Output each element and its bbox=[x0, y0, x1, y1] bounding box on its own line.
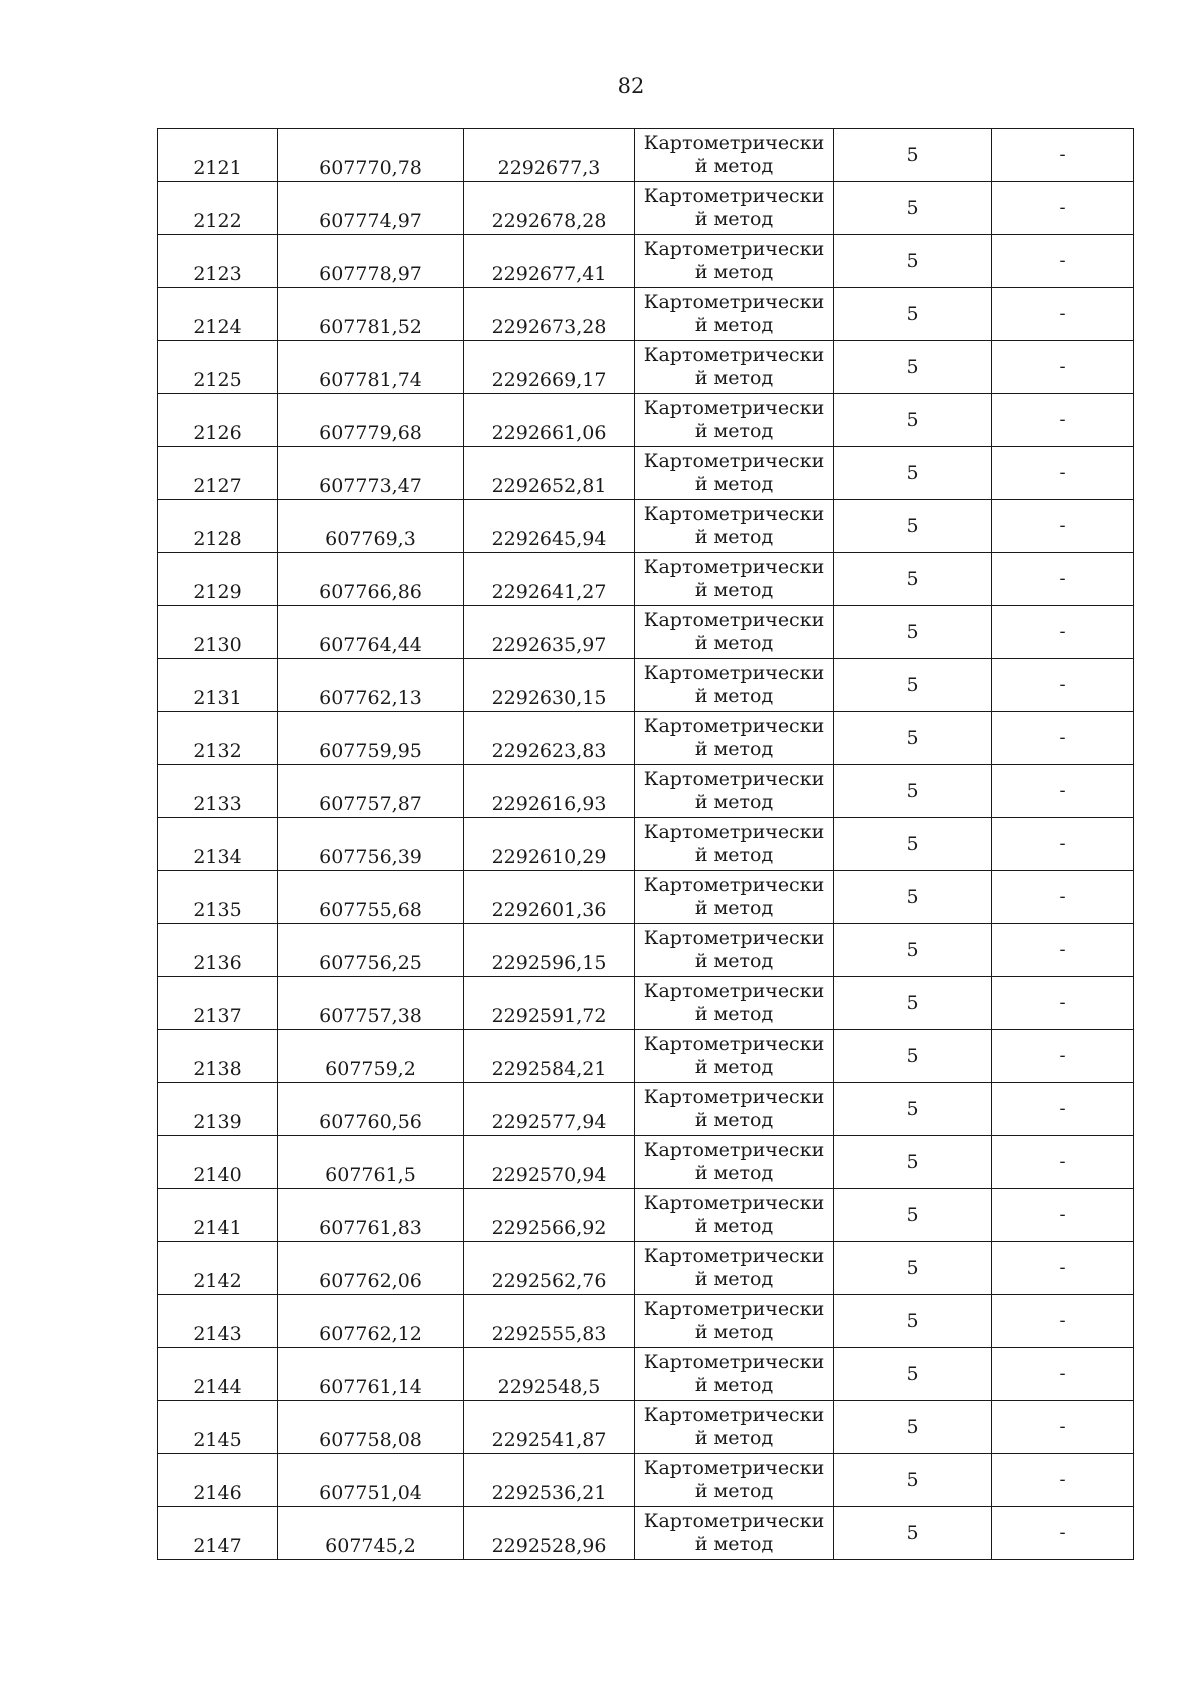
point-number-cell: 2135 bbox=[158, 871, 278, 924]
note-cell: - bbox=[992, 871, 1134, 924]
page-number: 82 bbox=[617, 74, 645, 98]
point-number-cell: 2130 bbox=[158, 606, 278, 659]
method-cell: Картометрически й метод bbox=[635, 341, 834, 394]
note-cell: - bbox=[992, 341, 1134, 394]
accuracy-cell: 5 bbox=[834, 1136, 992, 1189]
y-coordinate-cell: 2292601,36 bbox=[464, 871, 635, 924]
point-number-cell: 2125 bbox=[158, 341, 278, 394]
x-coordinate-cell: 607781,52 bbox=[278, 288, 464, 341]
x-coordinate-cell: 607757,38 bbox=[278, 977, 464, 1030]
x-coordinate-cell: 607758,08 bbox=[278, 1401, 464, 1454]
note-cell: - bbox=[992, 1242, 1134, 1295]
x-coordinate-cell: 607759,2 bbox=[278, 1030, 464, 1083]
method-cell: Картометрически й метод bbox=[635, 1348, 834, 1401]
point-number-cell: 2126 bbox=[158, 394, 278, 447]
table-row bbox=[158, 182, 1134, 235]
note-cell: - bbox=[992, 553, 1134, 606]
table-row bbox=[158, 500, 1134, 553]
point-number-cell: 2122 bbox=[158, 182, 278, 235]
table-row bbox=[158, 1189, 1134, 1242]
point-number-cell: 2123 bbox=[158, 235, 278, 288]
accuracy-cell: 5 bbox=[834, 1401, 992, 1454]
method-cell: Картометрически й метод bbox=[635, 1401, 834, 1454]
method-cell: Картометрически й метод bbox=[635, 500, 834, 553]
accuracy-cell: 5 bbox=[834, 606, 992, 659]
note-cell: - bbox=[992, 1295, 1134, 1348]
table-row bbox=[158, 977, 1134, 1030]
method-cell: Картометрически й метод bbox=[635, 394, 834, 447]
y-coordinate-cell: 2292645,94 bbox=[464, 500, 635, 553]
x-coordinate-cell: 607745,2 bbox=[278, 1507, 464, 1560]
method-cell: Картометрически й метод bbox=[635, 871, 834, 924]
method-cell: Картометрически й метод bbox=[635, 553, 834, 606]
table-row bbox=[158, 712, 1134, 765]
note-cell: - bbox=[992, 1507, 1134, 1560]
y-coordinate-cell: 2292566,92 bbox=[464, 1189, 635, 1242]
table-row bbox=[158, 871, 1134, 924]
point-number-cell: 2136 bbox=[158, 924, 278, 977]
accuracy-cell: 5 bbox=[834, 182, 992, 235]
point-number-cell: 2139 bbox=[158, 1083, 278, 1136]
y-coordinate-cell: 2292577,94 bbox=[464, 1083, 635, 1136]
method-cell: Картометрически й метод bbox=[635, 1242, 834, 1295]
y-coordinate-cell: 2292570,94 bbox=[464, 1136, 635, 1189]
table-row bbox=[158, 1348, 1134, 1401]
y-coordinate-cell: 2292555,83 bbox=[464, 1295, 635, 1348]
x-coordinate-cell: 607761,83 bbox=[278, 1189, 464, 1242]
coordinates-table-body bbox=[158, 129, 1134, 1560]
table-row bbox=[158, 659, 1134, 712]
table-row bbox=[158, 606, 1134, 659]
note-cell: - bbox=[992, 182, 1134, 235]
point-number-cell: 2124 bbox=[158, 288, 278, 341]
method-cell: Картометрически й метод bbox=[635, 129, 834, 182]
y-coordinate-cell: 2292548,5 bbox=[464, 1348, 635, 1401]
x-coordinate-cell: 607761,5 bbox=[278, 1136, 464, 1189]
y-coordinate-cell: 2292641,27 bbox=[464, 553, 635, 606]
point-number-cell: 2129 bbox=[158, 553, 278, 606]
table-row bbox=[158, 1083, 1134, 1136]
method-cell: Картометрически й метод bbox=[635, 924, 834, 977]
table-row bbox=[158, 1295, 1134, 1348]
note-cell: - bbox=[992, 1454, 1134, 1507]
note-cell: - bbox=[992, 1136, 1134, 1189]
table-row bbox=[158, 235, 1134, 288]
method-cell: Картометрически й метод bbox=[635, 1189, 834, 1242]
point-number-cell: 2133 bbox=[158, 765, 278, 818]
point-number-cell: 2132 bbox=[158, 712, 278, 765]
y-coordinate-cell: 2292652,81 bbox=[464, 447, 635, 500]
table-row bbox=[158, 129, 1134, 182]
table-row bbox=[158, 1136, 1134, 1189]
y-coordinate-cell: 2292591,72 bbox=[464, 977, 635, 1030]
point-number-cell: 2137 bbox=[158, 977, 278, 1030]
note-cell: - bbox=[992, 235, 1134, 288]
note-cell: - bbox=[992, 818, 1134, 871]
method-cell: Картометрически й метод bbox=[635, 712, 834, 765]
note-cell: - bbox=[992, 288, 1134, 341]
y-coordinate-cell: 2292596,15 bbox=[464, 924, 635, 977]
point-number-cell: 2121 bbox=[158, 129, 278, 182]
accuracy-cell: 5 bbox=[834, 1030, 992, 1083]
x-coordinate-cell: 607759,95 bbox=[278, 712, 464, 765]
note-cell: - bbox=[992, 1348, 1134, 1401]
table-row bbox=[158, 341, 1134, 394]
x-coordinate-cell: 607757,87 bbox=[278, 765, 464, 818]
method-cell: Картометрически й метод bbox=[635, 977, 834, 1030]
y-coordinate-cell: 2292528,96 bbox=[464, 1507, 635, 1560]
table-row bbox=[158, 924, 1134, 977]
accuracy-cell: 5 bbox=[834, 1295, 992, 1348]
y-coordinate-cell: 2292610,29 bbox=[464, 818, 635, 871]
y-coordinate-cell: 2292584,21 bbox=[464, 1030, 635, 1083]
table-row bbox=[158, 1242, 1134, 1295]
accuracy-cell: 5 bbox=[834, 1242, 992, 1295]
x-coordinate-cell: 607781,74 bbox=[278, 341, 464, 394]
accuracy-cell: 5 bbox=[834, 288, 992, 341]
method-cell: Картометрически й метод bbox=[635, 447, 834, 500]
method-cell: Картометрически й метод bbox=[635, 182, 834, 235]
table-row bbox=[158, 553, 1134, 606]
note-cell: - bbox=[992, 447, 1134, 500]
accuracy-cell: 5 bbox=[834, 712, 992, 765]
table-row bbox=[158, 765, 1134, 818]
method-cell: Картометрически й метод bbox=[635, 659, 834, 712]
point-number-cell: 2141 bbox=[158, 1189, 278, 1242]
point-number-cell: 2146 bbox=[158, 1454, 278, 1507]
table-row bbox=[158, 288, 1134, 341]
y-coordinate-cell: 2292623,83 bbox=[464, 712, 635, 765]
accuracy-cell: 5 bbox=[834, 818, 992, 871]
point-number-cell: 2142 bbox=[158, 1242, 278, 1295]
point-number-cell: 2131 bbox=[158, 659, 278, 712]
method-cell: Картометрически й метод bbox=[635, 1136, 834, 1189]
x-coordinate-cell: 607769,3 bbox=[278, 500, 464, 553]
note-cell: - bbox=[992, 1030, 1134, 1083]
accuracy-cell: 5 bbox=[834, 1507, 992, 1560]
x-coordinate-cell: 607778,97 bbox=[278, 235, 464, 288]
accuracy-cell: 5 bbox=[834, 659, 992, 712]
accuracy-cell: 5 bbox=[834, 447, 992, 500]
note-cell: - bbox=[992, 977, 1134, 1030]
accuracy-cell: 5 bbox=[834, 1348, 992, 1401]
table-row bbox=[158, 1401, 1134, 1454]
method-cell: Картометрически й метод bbox=[635, 1295, 834, 1348]
accuracy-cell: 5 bbox=[834, 394, 992, 447]
accuracy-cell: 5 bbox=[834, 235, 992, 288]
note-cell: - bbox=[992, 1083, 1134, 1136]
method-cell: Картометрически й метод bbox=[635, 765, 834, 818]
y-coordinate-cell: 2292635,97 bbox=[464, 606, 635, 659]
x-coordinate-cell: 607761,14 bbox=[278, 1348, 464, 1401]
x-coordinate-cell: 607779,68 bbox=[278, 394, 464, 447]
note-cell: - bbox=[992, 924, 1134, 977]
accuracy-cell: 5 bbox=[834, 1189, 992, 1242]
x-coordinate-cell: 607774,97 bbox=[278, 182, 464, 235]
method-cell: Картометрически й метод bbox=[635, 1454, 834, 1507]
y-coordinate-cell: 2292677,41 bbox=[464, 235, 635, 288]
point-number-cell: 2145 bbox=[158, 1401, 278, 1454]
note-cell: - bbox=[992, 606, 1134, 659]
x-coordinate-cell: 607762,12 bbox=[278, 1295, 464, 1348]
accuracy-cell: 5 bbox=[834, 1083, 992, 1136]
method-cell: Картометрически й метод bbox=[635, 1030, 834, 1083]
accuracy-cell: 5 bbox=[834, 553, 992, 606]
x-coordinate-cell: 607756,25 bbox=[278, 924, 464, 977]
x-coordinate-cell: 607751,04 bbox=[278, 1454, 464, 1507]
accuracy-cell: 5 bbox=[834, 341, 992, 394]
point-number-cell: 2144 bbox=[158, 1348, 278, 1401]
x-coordinate-cell: 607764,44 bbox=[278, 606, 464, 659]
method-cell: Картометрически й метод bbox=[635, 235, 834, 288]
x-coordinate-cell: 607770,78 bbox=[278, 129, 464, 182]
accuracy-cell: 5 bbox=[834, 924, 992, 977]
y-coordinate-cell: 2292630,15 bbox=[464, 659, 635, 712]
y-coordinate-cell: 2292616,93 bbox=[464, 765, 635, 818]
y-coordinate-cell: 2292677,3 bbox=[464, 129, 635, 182]
point-number-cell: 2127 bbox=[158, 447, 278, 500]
table-row bbox=[158, 447, 1134, 500]
x-coordinate-cell: 607762,06 bbox=[278, 1242, 464, 1295]
y-coordinate-cell: 2292536,21 bbox=[464, 1454, 635, 1507]
table-row bbox=[158, 1030, 1134, 1083]
table-row bbox=[158, 1454, 1134, 1507]
point-number-cell: 2138 bbox=[158, 1030, 278, 1083]
accuracy-cell: 5 bbox=[834, 1454, 992, 1507]
x-coordinate-cell: 607756,39 bbox=[278, 818, 464, 871]
x-coordinate-cell: 607766,86 bbox=[278, 553, 464, 606]
table-row bbox=[158, 818, 1134, 871]
accuracy-cell: 5 bbox=[834, 871, 992, 924]
accuracy-cell: 5 bbox=[834, 765, 992, 818]
y-coordinate-cell: 2292673,28 bbox=[464, 288, 635, 341]
table-row bbox=[158, 394, 1134, 447]
table-row bbox=[158, 1507, 1134, 1560]
method-cell: Картометрически й метод bbox=[635, 1083, 834, 1136]
note-cell: - bbox=[992, 712, 1134, 765]
y-coordinate-cell: 2292661,06 bbox=[464, 394, 635, 447]
method-cell: Картометрически й метод bbox=[635, 818, 834, 871]
accuracy-cell: 5 bbox=[834, 129, 992, 182]
coordinates-table bbox=[157, 128, 1134, 1560]
point-number-cell: 2134 bbox=[158, 818, 278, 871]
y-coordinate-cell: 2292678,28 bbox=[464, 182, 635, 235]
y-coordinate-cell: 2292669,17 bbox=[464, 341, 635, 394]
note-cell: - bbox=[992, 129, 1134, 182]
note-cell: - bbox=[992, 1189, 1134, 1242]
accuracy-cell: 5 bbox=[834, 500, 992, 553]
method-cell: Картометрически й метод bbox=[635, 1507, 834, 1560]
note-cell: - bbox=[992, 1401, 1134, 1454]
x-coordinate-cell: 607755,68 bbox=[278, 871, 464, 924]
note-cell: - bbox=[992, 659, 1134, 712]
note-cell: - bbox=[992, 765, 1134, 818]
point-number-cell: 2147 bbox=[158, 1507, 278, 1560]
accuracy-cell: 5 bbox=[834, 977, 992, 1030]
x-coordinate-cell: 607760,56 bbox=[278, 1083, 464, 1136]
note-cell: - bbox=[992, 394, 1134, 447]
point-number-cell: 2143 bbox=[158, 1295, 278, 1348]
y-coordinate-cell: 2292541,87 bbox=[464, 1401, 635, 1454]
note-cell: - bbox=[992, 500, 1134, 553]
method-cell: Картометрически й метод bbox=[635, 606, 834, 659]
y-coordinate-cell: 2292562,76 bbox=[464, 1242, 635, 1295]
point-number-cell: 2128 bbox=[158, 500, 278, 553]
x-coordinate-cell: 607762,13 bbox=[278, 659, 464, 712]
method-cell: Картометрически й метод bbox=[635, 288, 834, 341]
point-number-cell: 2140 bbox=[158, 1136, 278, 1189]
x-coordinate-cell: 607773,47 bbox=[278, 447, 464, 500]
